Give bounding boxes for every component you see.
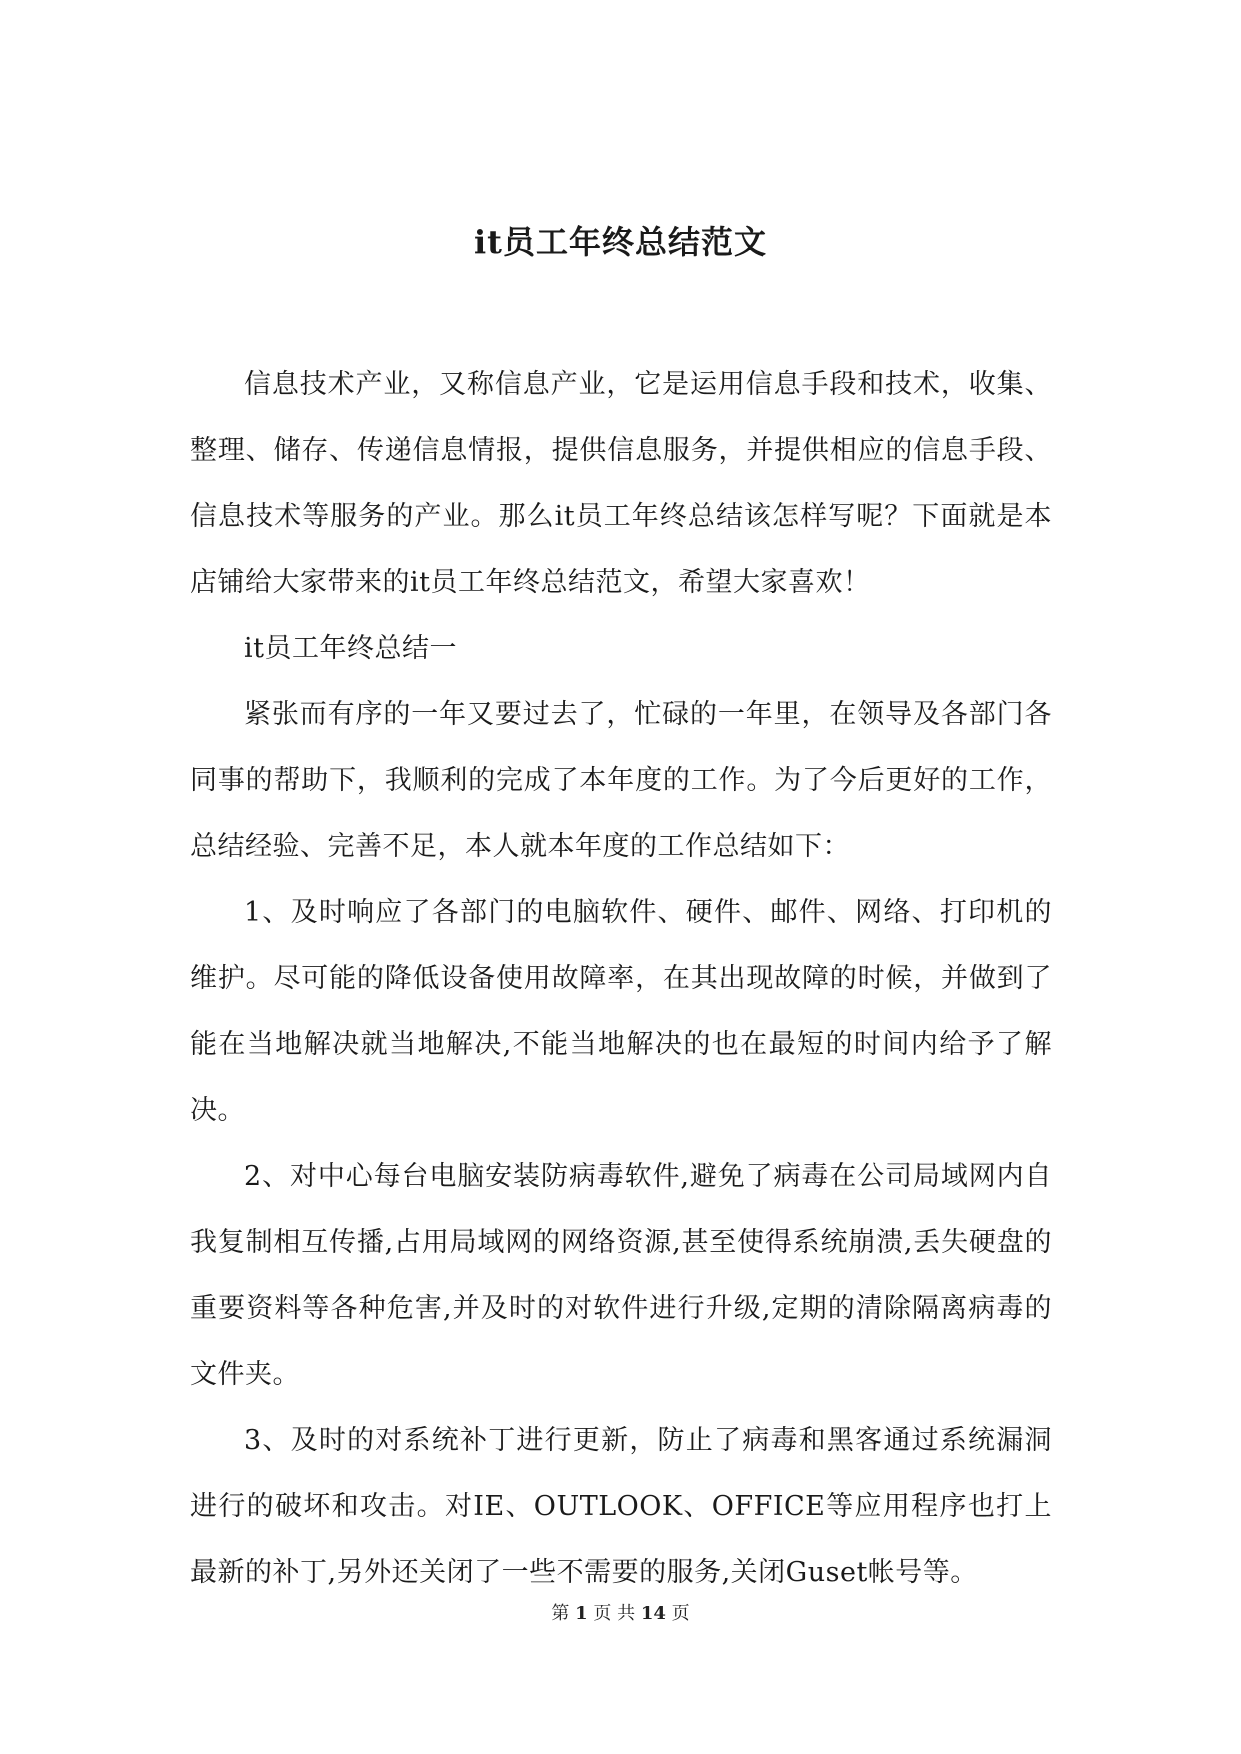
current-page-number: 1	[575, 1603, 588, 1624]
list-item-1: 1、及时响应了各部门的电脑软件、硬件、邮件、网络、打印机的维护。尽可能的降低设备使用故障率，在其出现故障的时候，并做到了能在当地解决就当地解决,不能当地解决的也在最短的时间内给予了解决。	[190, 897, 1052, 1126]
list-item-3: 3、及时的对系统补丁进行更新，防止了病毒和黑客通过系统漏洞进行的破坏和攻击。对IE、OUTLOOK、OFFICE等应用程序也打上最新的补丁,另外还关闭了一些不需要的服务,关闭Guset帐号等。	[190, 1425, 1052, 1588]
section-heading: it员工年终总结一	[244, 633, 457, 664]
footer-prefix: 第	[551, 1603, 570, 1624]
footer-suffix: 页	[671, 1603, 690, 1624]
intro-paragraph: 信息技术产业，又称信息产业，它是运用信息手段和技术，收集、整理、储存、传递信息情报，提供信息服务，并提供相应的信息手段、信息技术等服务的产业。那么it员工年终总结该怎样写呢？下面就是本店铺给大家带来的it员工年终总结范文，希望大家喜欢！	[190, 369, 1052, 598]
document-body	[190, 352, 1052, 1606]
list-item-2: 2、对中心每台电脑安装防病毒软件,避免了病毒在公司局域网内自我复制相互传播,占用局域网的网络资源,甚至使得系统崩溃,丢失硬盘的重要资料等各种危害,并及时的对软件进行升级,定期的清除隔离病毒的文件夹。	[190, 1161, 1052, 1390]
document-title: it员工年终总结范文	[474, 223, 767, 261]
page-footer	[0, 1602, 1241, 1626]
footer-middle: 页 共	[593, 1603, 636, 1624]
body-paragraph: 紧张而有序的一年又要过去了，忙碌的一年里，在领导及各部门各同事的帮助下，我顺利的完成了本年度的工作。为了今后更好的工作，总结经验、完善不足，本人就本年度的工作总结如下：	[190, 699, 1052, 862]
total-pages-number: 14	[640, 1603, 666, 1624]
